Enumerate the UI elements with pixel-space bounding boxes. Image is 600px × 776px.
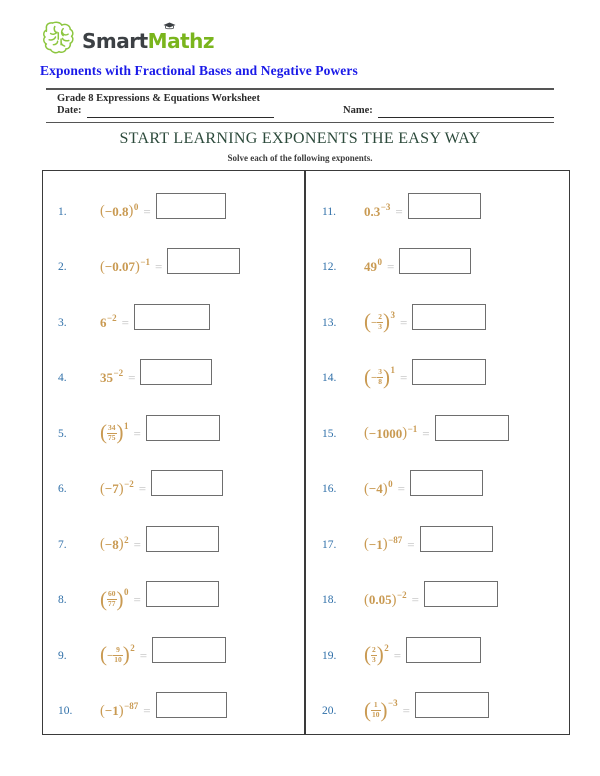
problem-expression [364,365,486,391]
exponent: −3 [380,201,391,212]
problem-row [306,406,568,462]
numerator: 9 [116,644,120,654]
problem-expression [364,421,509,447]
exponent: 3 [390,309,396,320]
answer-box[interactable] [399,248,471,274]
fraction [371,701,381,720]
base: −8 [104,536,119,552]
problem-row [42,517,304,573]
answer-box[interactable] [156,692,227,718]
equals-sign: = [400,370,408,386]
instructions: Solve each of the following exponents. [227,153,373,163]
base: −7 [104,481,119,497]
exponent: −3 [388,698,398,709]
base: 0.3 [364,203,381,219]
denominator: 75 [108,432,116,442]
left-paren: ( [100,203,105,220]
problem-row [42,573,304,629]
base: 6 [100,314,107,330]
fraction [107,590,117,609]
left-paren: ( [100,420,107,445]
problem-row [306,573,568,629]
equals-sign: = [143,203,151,219]
problem-number: 2. [58,261,67,274]
equals-sign: = [393,647,402,663]
left-paren: ( [364,697,371,722]
equals-sign: = [402,703,410,719]
problem-expression [100,532,219,558]
problem-expression [100,587,219,613]
page-title: START LEARNING EXPONENTS THE EASY WAY [119,130,481,147]
fraction [113,646,123,665]
problem-expression [100,199,226,225]
right-paren: ) [118,536,124,553]
denominator: 77 [108,599,116,608]
equals-sign: = [397,481,405,497]
problem-number: 4. [58,372,67,385]
problem-expression [100,698,227,724]
brand-mathz-text [148,29,214,53]
problem-row [42,351,304,407]
numerator: 2 [378,311,383,321]
problem-number: 16. [322,483,337,496]
problem-row [306,684,568,740]
exponent: 0 [133,201,139,212]
problem-expression [364,476,483,502]
problem-row [306,462,568,518]
exponent: −2 [107,312,117,323]
problem-number: 12. [322,261,337,274]
right-paren: ) [382,536,388,553]
numerator: 2 [372,644,376,654]
answer-box[interactable] [424,581,498,607]
right-paren: ) [116,420,124,445]
answer-box[interactable] [410,470,483,496]
answer-box[interactable] [435,415,509,441]
numerator: 1 [373,700,378,709]
brain-tree-logo [38,16,80,58]
base: −0.8 [104,203,129,219]
left-paren: ( [364,309,371,334]
problem-row [306,628,568,684]
equals-sign: = [139,647,148,663]
denominator: 3 [372,654,376,664]
right-paren: ) [382,480,388,497]
problem-row [42,184,304,240]
answer-box[interactable] [420,526,493,552]
name-input-line[interactable] [378,117,554,118]
problem-number: 7. [58,538,67,551]
exponent: 0 [388,479,393,490]
problem-number: 1. [58,205,67,218]
negative-sign: − [107,649,114,662]
exponent: 0 [124,587,129,598]
name-label: Name: [343,105,373,116]
right-paren: ) [391,591,397,608]
problems-column-left [42,170,304,735]
fraction-expression [364,642,389,667]
answer-box[interactable] [140,359,212,385]
equals-sign: = [138,481,147,497]
base: −0.07 [104,259,136,275]
equals-sign: = [422,425,430,441]
answer-box[interactable] [412,359,486,385]
base: −1000 [368,425,403,441]
problem-row [306,351,568,407]
problem-number: 19. [322,649,337,662]
denominator: 3 [378,321,383,331]
answer-box[interactable] [134,304,210,330]
right-paren: ) [118,702,124,719]
answer-box[interactable] [146,415,220,441]
equals-sign: = [155,259,163,275]
right-paren: ) [122,642,130,667]
answer-box[interactable] [408,193,481,219]
problem-number: 14. [322,372,337,385]
problem-number: 18. [322,594,337,607]
problem-expression [364,587,498,613]
problem-row [42,240,304,296]
left-paren: ( [364,642,371,667]
left-paren: ( [100,586,107,611]
base: −4 [368,481,383,497]
left-paren: ( [100,642,107,667]
exponent: −87 [124,701,139,712]
fraction-expression [364,697,398,722]
negative-sign: − [371,372,378,385]
problem-expression [364,310,486,336]
right-paren: ) [116,586,124,611]
base: −1 [368,536,383,552]
header-rule-bottom [46,122,554,123]
problem-number: 6. [58,483,67,496]
problem-expression [364,643,481,669]
exponent: −2 [396,590,407,601]
problem-expression [100,310,210,336]
left-paren: ( [364,480,369,497]
exponent: 1 [124,420,129,431]
answer-box[interactable] [406,637,481,663]
problem-row [42,628,304,684]
base: 49 [364,259,377,275]
exponent: 1 [390,365,396,376]
left-paren: ( [100,480,105,497]
right-paren: ) [383,364,391,389]
equals-sign: = [387,259,395,275]
answer-box[interactable] [412,304,486,330]
denominator: 8 [378,377,383,386]
answer-box[interactable] [146,581,219,607]
problem-number: 5. [58,427,67,440]
brand-smart-text: Smart [82,29,148,53]
left-paren: ( [364,536,369,553]
exponent: 0 [377,257,382,268]
exponent: −87 [388,534,403,545]
problem-row [306,184,568,240]
problem-number: 13. [322,316,337,329]
numerator: 3 [378,367,383,376]
worksheet-title: Exponents with Fractional Bases and Negative Powers [40,63,358,78]
left-paren: ( [364,591,369,608]
left-paren: ( [364,425,369,442]
date-input-line[interactable] [87,117,274,118]
problem-expression [364,254,471,280]
problem-row [42,462,304,518]
exponent: −2 [113,368,124,379]
exponent: 2 [384,642,389,653]
grade-line: Grade 8 Expressions & Equations Worksheet [57,93,260,104]
problem-row [42,295,304,351]
exponent: −1 [407,423,418,434]
problem-number: 9. [58,649,67,662]
brand-logo [38,14,214,60]
exponent: −2 [124,479,134,490]
left-paren: ( [364,364,371,389]
problem-row [306,295,568,351]
equals-sign: = [128,370,136,386]
problem-row [306,517,568,573]
equals-sign: = [411,592,419,608]
problem-number: 10. [58,705,73,718]
equals-sign: = [133,425,141,441]
problem-expression [364,199,481,225]
exponent: −1 [140,257,150,268]
right-paren: ) [128,203,134,220]
fraction-expression [364,364,396,389]
problem-number: 3. [58,316,67,329]
denominator: 10 [372,710,380,719]
answer-box[interactable] [146,526,219,552]
fraction-expression [364,309,396,334]
equals-sign: = [407,536,415,552]
equals-sign: = [121,314,129,330]
fraction [107,424,117,443]
problem-number: 20. [322,705,337,718]
meta-fields-row [57,105,554,120]
negative-sign: − [371,316,378,329]
problems-column-right [306,170,568,735]
numerator: 34 [108,422,116,432]
equals-sign: = [133,536,141,552]
answer-box[interactable] [167,248,240,274]
base: −1 [104,703,119,719]
problem-number: 8. [58,594,67,607]
denominator: 10 [114,654,122,664]
base: 0.05 [368,592,392,608]
base: 35 [100,370,113,386]
problem-expression [364,698,489,724]
right-paren: ) [383,309,391,334]
graduation-cap-icon [163,22,176,30]
right-paren: ) [118,480,124,497]
fraction-expression [100,586,129,611]
problem-number: 17. [322,538,337,551]
numerator: 60 [108,589,116,598]
problem-number: 15. [322,427,337,440]
date-label: Date: [57,105,82,116]
left-paren: ( [100,536,105,553]
fraction-expression [100,420,129,445]
problem-expression [100,254,240,280]
problem-expression [100,365,212,391]
problem-expression [100,643,226,669]
problem-row [306,240,568,296]
equals-sign: = [395,203,403,219]
problem-number: 11. [322,205,336,218]
problem-expression [100,476,223,502]
equals-sign: = [143,703,151,719]
exponent: 2 [130,642,135,653]
header-rule-top [46,88,554,90]
problem-row [42,684,304,740]
answer-box[interactable] [156,193,226,219]
fraction-expression [100,642,135,667]
brand-wordmark [82,29,214,53]
exponent: 2 [124,534,129,545]
answer-box[interactable] [152,637,226,663]
left-paren: ( [100,258,105,275]
equals-sign: = [400,314,408,330]
right-paren: ) [376,642,384,667]
problem-row [42,406,304,462]
problem-expression [364,532,493,558]
right-paren: ) [402,425,408,442]
right-paren: ) [135,258,140,275]
left-paren: ( [100,702,105,719]
equals-sign: = [133,592,141,608]
answer-box[interactable] [415,692,489,718]
right-paren: ) [380,697,388,722]
problem-expression [100,421,220,447]
answer-box[interactable] [151,470,223,496]
brand-mathz-label: Mathz [147,29,215,53]
